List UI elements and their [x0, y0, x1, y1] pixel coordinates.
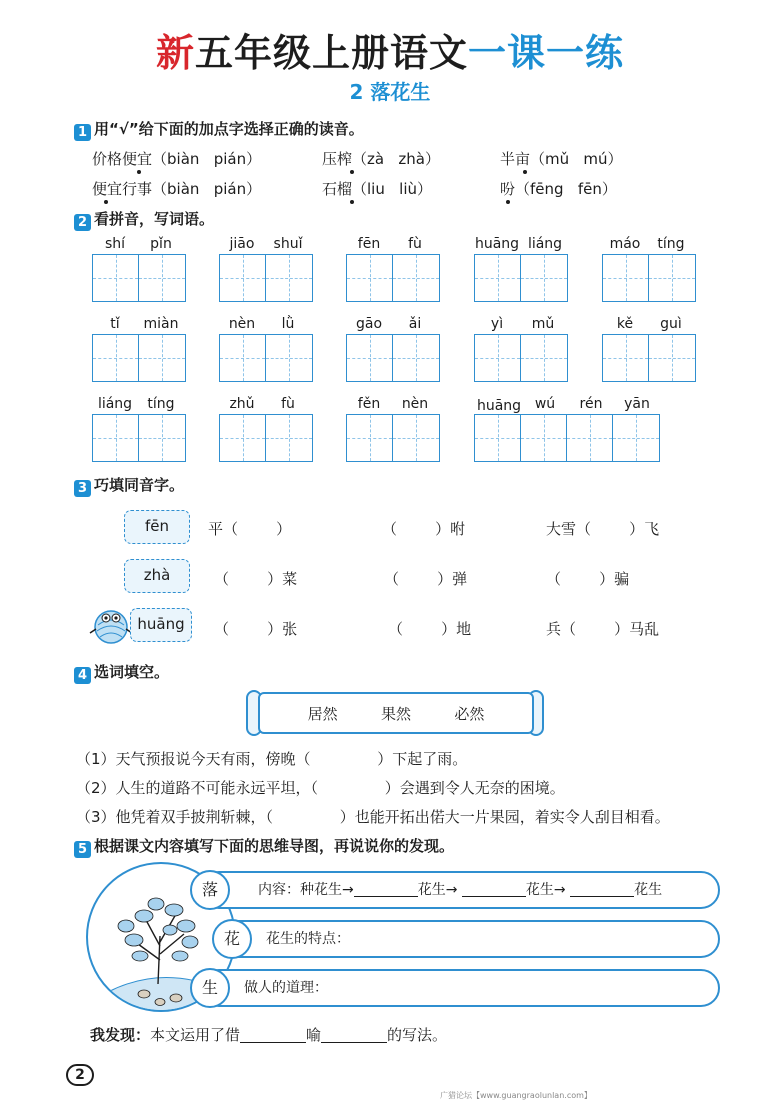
- section-number-badge: 2: [74, 214, 91, 231]
- section-1-heading: 1 用“√”给下面的加点字选择正确的读音。: [74, 118, 364, 141]
- emphasis-dot: [350, 170, 354, 174]
- emphasis-dot: [506, 200, 510, 204]
- q1-item: 价格便宜（biàn pián）: [92, 150, 262, 168]
- pinyin-label: máo: [609, 236, 641, 252]
- pinyin-label: lǜ: [281, 316, 295, 332]
- sentence-item[interactable]: （2）人生的道路不可能永远平坦，（ ）会遇到令人无奈的困境。: [76, 779, 565, 797]
- sentence-item[interactable]: （3）他凭着双手披荆斩棘，（ ）也能开拓出偌大一片果园，着实令人刮目相看。: [76, 808, 670, 826]
- pinyin-label: huāng: [474, 236, 520, 252]
- pinyin-label: huāng: [476, 398, 522, 414]
- q1-item: 吩（fēng fēn）: [500, 180, 617, 198]
- sentence-item[interactable]: （1）天气预报说今天有雨，傍晚（ ）下起了雨。: [76, 750, 468, 768]
- pinyin-label: shí: [104, 236, 126, 252]
- writing-grid[interactable]: [219, 334, 313, 382]
- writing-grid[interactable]: [92, 414, 186, 462]
- blank-line[interactable]: [462, 881, 526, 897]
- fill-blank-item[interactable]: （ ）骗: [546, 570, 630, 588]
- mindmap-lesson-row[interactable]: 做人的道理：: [200, 969, 720, 1007]
- writing-grid[interactable]: [346, 254, 440, 302]
- section-number-badge: 4: [74, 667, 91, 684]
- fill-blank-item[interactable]: （ ）咐: [382, 520, 466, 538]
- fill-blank-item[interactable]: （ ）地: [388, 620, 472, 638]
- pinyin-label: wú: [534, 396, 556, 412]
- writing-grid[interactable]: [602, 254, 696, 302]
- pinyin-label: jiāo: [229, 236, 255, 252]
- pinyin-label: rén: [579, 396, 603, 412]
- pinyin-box: huāng: [130, 608, 192, 642]
- pinyin-label: tǐ: [110, 316, 120, 332]
- fill-blank-item[interactable]: 平（ ）: [208, 520, 292, 538]
- pinyin-label: gāo: [355, 316, 383, 332]
- mindmap-feature-row[interactable]: 花生的特点：: [214, 920, 720, 958]
- pinyin-label: guì: [660, 316, 682, 332]
- writing-grid[interactable]: [474, 414, 660, 462]
- pinyin-label: zhǔ: [229, 396, 255, 412]
- mindmap-node: 落: [190, 870, 230, 910]
- pinyin-label: tíng: [147, 396, 175, 412]
- emphasis-dot: [137, 170, 141, 174]
- mindmap-node: 生: [190, 968, 230, 1008]
- pinyin-label: kě: [616, 316, 634, 332]
- q1-item: 压榨（zà zhà）: [322, 150, 440, 168]
- emphasis-dot: [350, 200, 354, 204]
- word-option: 必然: [454, 704, 485, 723]
- blank-line[interactable]: [240, 1027, 306, 1043]
- pinyin-box: zhà: [124, 559, 190, 593]
- pinyin-label: miàn: [143, 316, 179, 332]
- section-5-heading: 5 根据课文内容填写下面的思维导图，再说说你的发现。: [74, 835, 454, 858]
- emphasis-dot: [104, 200, 108, 204]
- pinyin-label: pǐn: [150, 236, 172, 252]
- section-number-badge: 5: [74, 841, 91, 858]
- blank-line[interactable]: [570, 881, 634, 897]
- pinyin-label: fěn: [357, 396, 381, 412]
- pinyin-label: liáng: [97, 396, 133, 412]
- pinyin-label: shuǐ: [273, 236, 303, 252]
- pinyin-box: fēn: [124, 510, 190, 544]
- fill-blank-item[interactable]: （ ）菜: [214, 570, 298, 588]
- pinyin-label: nèn: [401, 396, 429, 412]
- writing-grid[interactable]: [92, 254, 186, 302]
- word-option: 居然: [307, 704, 338, 723]
- mindmap-content-row[interactable]: 内容：种花生→ 花生→ 花生→ 花生: [200, 871, 720, 909]
- footer-watermark: 广猎论坛【www.guangraolunlan.com】: [440, 1091, 592, 1100]
- section-4-heading: 4 选词填空。: [74, 661, 169, 684]
- lesson-subtitle: 2 落花生: [349, 80, 431, 104]
- pinyin-label: ǎi: [408, 316, 422, 332]
- blank-line[interactable]: [354, 881, 418, 897]
- q1-item: 半亩（mǔ mú）: [500, 150, 623, 168]
- pinyin-label: liáng: [527, 236, 563, 252]
- writing-grid[interactable]: [474, 254, 568, 302]
- emphasis-dot: [523, 170, 527, 174]
- pinyin-label: mǔ: [531, 316, 555, 332]
- writing-grid[interactable]: [346, 334, 440, 382]
- pinyin-label: yì: [490, 316, 504, 332]
- section-number-badge: 1: [74, 124, 91, 141]
- writing-grid[interactable]: [346, 414, 440, 462]
- pinyin-label: yān: [624, 396, 650, 412]
- q1-item: 石榴（liu liù）: [322, 180, 432, 198]
- writing-grid[interactable]: [219, 414, 313, 462]
- writing-grid[interactable]: [602, 334, 696, 382]
- q1-item: 便宜行事（biàn pián）: [92, 180, 262, 198]
- pinyin-label: fēn: [357, 236, 381, 252]
- pinyin-label: fù: [281, 396, 295, 412]
- pinyin-label: fù: [408, 236, 422, 252]
- fill-blank-item[interactable]: 兵（ ）马乱: [546, 620, 660, 638]
- writing-grid[interactable]: [92, 334, 186, 382]
- fill-blank-item[interactable]: 大雪（ ）飞: [546, 520, 660, 538]
- writing-grid[interactable]: [219, 254, 313, 302]
- fill-blank-item[interactable]: （ ）张: [214, 620, 298, 638]
- word-choice-box: [258, 692, 534, 734]
- mascot-icon: [86, 603, 136, 647]
- section-3-heading: 3 巧填同音字。: [74, 474, 184, 497]
- pinyin-label: tíng: [657, 236, 685, 252]
- word-option: 果然: [380, 704, 411, 723]
- fill-blank-item[interactable]: （ ）弹: [384, 570, 468, 588]
- blank-line[interactable]: [321, 1027, 387, 1043]
- discovery-line[interactable]: 我发现：本文运用了借 喻 的写法。: [90, 1026, 448, 1044]
- writing-grid[interactable]: [474, 334, 568, 382]
- section-number-badge: 3: [74, 480, 91, 497]
- page-title: 新五年级上册语文一课一练: [155, 31, 625, 75]
- pinyin-label: nèn: [228, 316, 256, 332]
- page-number: 2: [66, 1064, 94, 1086]
- section-2-heading: 2 看拼音，写词语。: [74, 208, 214, 231]
- mindmap-node: 花: [212, 919, 252, 959]
